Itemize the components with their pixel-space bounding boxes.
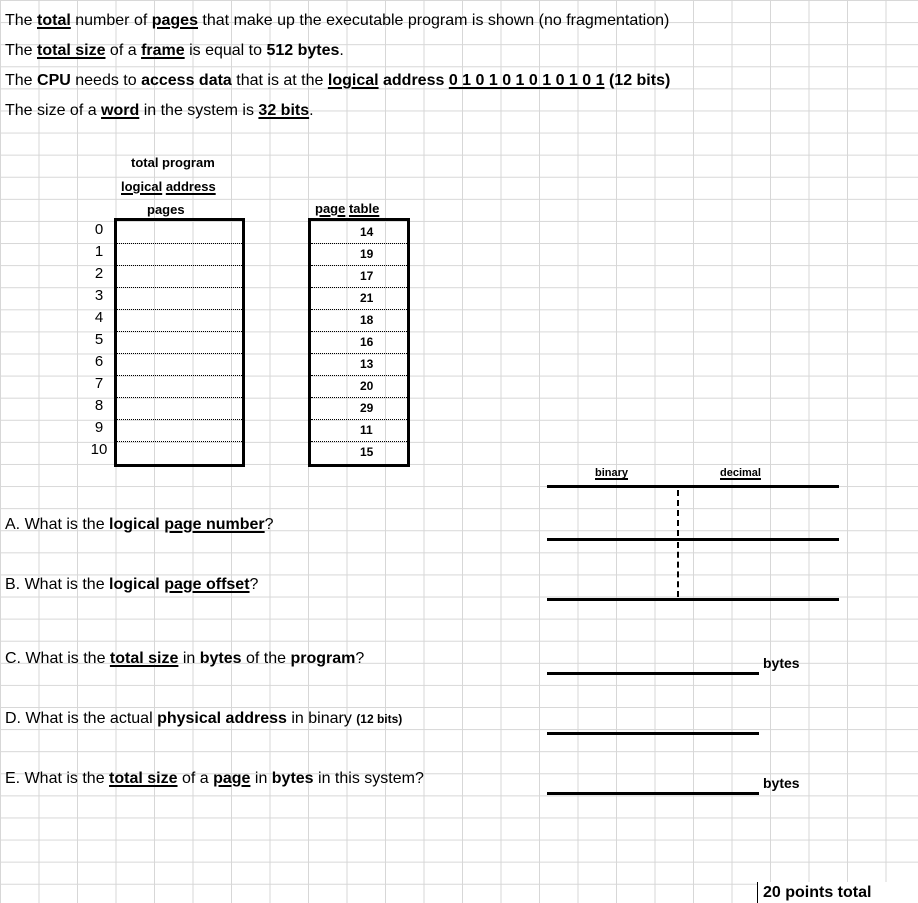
page-index-label: 9 <box>94 419 104 436</box>
question-a: A. What is the logical page number? <box>5 516 274 533</box>
program-page-cell[interactable] <box>117 331 242 354</box>
page-table-frame-value: 19 <box>360 247 374 261</box>
answer-line-d[interactable] <box>547 732 759 735</box>
page-table-row <box>311 265 407 288</box>
page-table-frame-value: 13 <box>360 357 374 371</box>
page-table-row <box>311 375 407 398</box>
page-table-frame-value: 11 <box>360 423 373 437</box>
answer-line-c[interactable] <box>547 672 759 675</box>
answer-divider-a <box>677 490 679 536</box>
page-table-frame-value: 16 <box>360 335 374 349</box>
page-index-label: 1 <box>94 243 104 260</box>
program-page-cell[interactable] <box>117 221 242 244</box>
page-table-row <box>311 309 407 332</box>
question-b: B. What is the logical page offset? <box>5 576 259 593</box>
page-table-row <box>311 441 407 463</box>
answer-line-b[interactable] <box>547 598 839 601</box>
page-index-label: 7 <box>94 375 104 392</box>
page-index-label: 4 <box>94 309 104 326</box>
answer-line-e[interactable] <box>547 792 759 795</box>
page-table-row <box>311 243 407 266</box>
answer-line-a[interactable] <box>547 538 839 541</box>
page-table-box <box>308 218 410 467</box>
page-table-row <box>311 397 407 420</box>
question-d: D. What is the actual physical address in binary (12 bits) <box>5 710 403 727</box>
program-pages-box <box>114 218 245 467</box>
page-table-row <box>311 287 407 310</box>
decimal-header: decimal <box>720 467 761 479</box>
page-table-row <box>311 221 407 244</box>
page-table-frame-value: 17 <box>360 269 374 283</box>
page-table-frame-value: 14 <box>360 225 374 239</box>
page-index-label: 10 <box>90 441 108 458</box>
program-page-cell[interactable] <box>117 353 242 376</box>
program-page-cell[interactable] <box>117 375 242 398</box>
program-header-1: total program <box>131 155 215 170</box>
points-total: 20 points total <box>763 884 872 901</box>
binary-header: binary <box>595 467 629 479</box>
program-header-2: logical address <box>121 179 216 194</box>
question-c: C. What is the total size in bytes of the program? <box>5 650 365 667</box>
page-table-row <box>311 331 407 354</box>
program-page-cell[interactable] <box>117 265 242 288</box>
page-table-frame-value: 29 <box>360 401 374 415</box>
program-page-cell[interactable] <box>117 243 242 266</box>
page-index-label: 6 <box>94 353 104 370</box>
page-table-row <box>311 353 407 376</box>
page-index-label: 5 <box>94 331 104 348</box>
page-index-label: 8 <box>94 397 104 414</box>
bytes-label-e: bytes <box>763 775 800 791</box>
answer-divider-b <box>677 542 679 597</box>
program-page-cell[interactable] <box>117 397 242 420</box>
intro-line-3: The CPU needs to access data that is at the logical address 0 1 0 1 0 1 0 1 0 1 0 1 (12 bits) <box>5 72 671 89</box>
program-header-3: pages <box>147 202 185 217</box>
question-e: E. What is the total size of a page in bytes in this system? <box>5 770 424 787</box>
program-page-cell[interactable] <box>117 419 242 442</box>
page-table-frame-value: 20 <box>360 379 374 393</box>
answer-line-top <box>547 485 839 488</box>
page-table-row <box>311 419 407 442</box>
program-page-cell[interactable] <box>117 309 242 332</box>
page-index-label: 0 <box>94 221 104 238</box>
page-table-frame-value: 21 <box>360 291 374 305</box>
intro-line-1: The total number of pages that make up the executable program is shown (no fragmentation) <box>5 12 670 29</box>
program-page-cell[interactable] <box>117 287 242 310</box>
page-table-frame-value: 15 <box>360 445 374 459</box>
page-table-header: page table <box>315 201 380 216</box>
intro-line-4: The size of a word in the system is 32 bits. <box>5 102 314 119</box>
page-index-label: 3 <box>94 287 104 304</box>
intro-line-2: The total size of a frame is equal to 512 bytes. <box>5 42 344 59</box>
page-index-label: 2 <box>94 265 104 282</box>
bytes-label-c: bytes <box>763 655 800 671</box>
page-table-frame-value: 18 <box>360 313 374 327</box>
program-page-cell[interactable] <box>117 441 242 463</box>
